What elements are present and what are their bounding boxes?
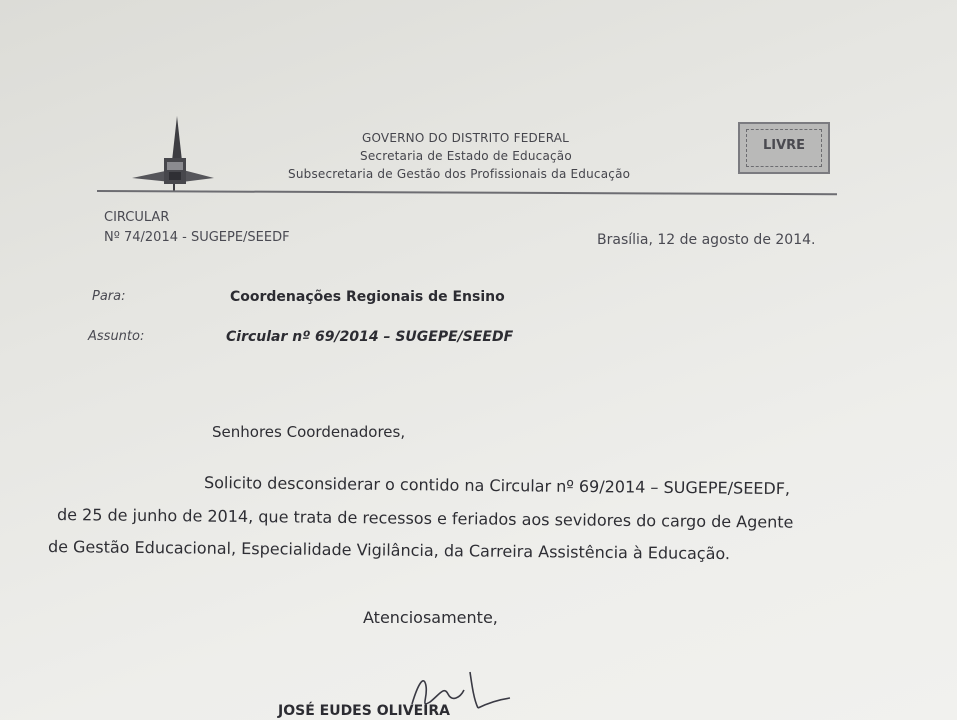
circular-number: Nº 74/2014 - SUGEPE/SEEDF	[104, 230, 290, 245]
signatory-name: JOSÉ EUDES OLIVEIRA	[278, 703, 450, 719]
body-line-1: Solicito desconsiderar o contido na Circular nº 69/2014 – SUGEPE/SEEDF,	[203, 473, 791, 499]
body-line-3: de Gestão Educacional, Especialidade Vigilância, da Carreira Assistência à Educação.	[47, 537, 731, 564]
brasilia-emblem-icon	[130, 114, 216, 194]
government-name: GOVERNO DO DISTRITO FEDERAL	[362, 131, 570, 145]
closing: Atenciosamente,	[363, 608, 498, 627]
secretariat-name: Secretaria de Estado de Educação	[360, 149, 572, 163]
to-label: Para:	[92, 289, 126, 304]
subsecretariat-name: Subsecretaria de Gestão dos Profissionais da Educação	[288, 167, 631, 181]
body-line-2: de 25 de junho de 2014, que trata de recessos e feriados aos sevidores do cargo de Agente	[56, 505, 794, 532]
subject-label: Assunto:	[88, 329, 145, 344]
to-value: Coordenações Regionais de Ensino	[230, 289, 505, 305]
circular-type: CIRCULAR	[104, 210, 170, 225]
salutation: Senhores Coordenadores,	[212, 423, 406, 441]
subject-value: Circular nº 69/2014 – SUGEPE/SEEDF	[226, 329, 514, 345]
place-date: Brasília, 12 de agosto de 2014.	[597, 232, 816, 248]
livre-stamp: LIVRE	[738, 122, 830, 174]
